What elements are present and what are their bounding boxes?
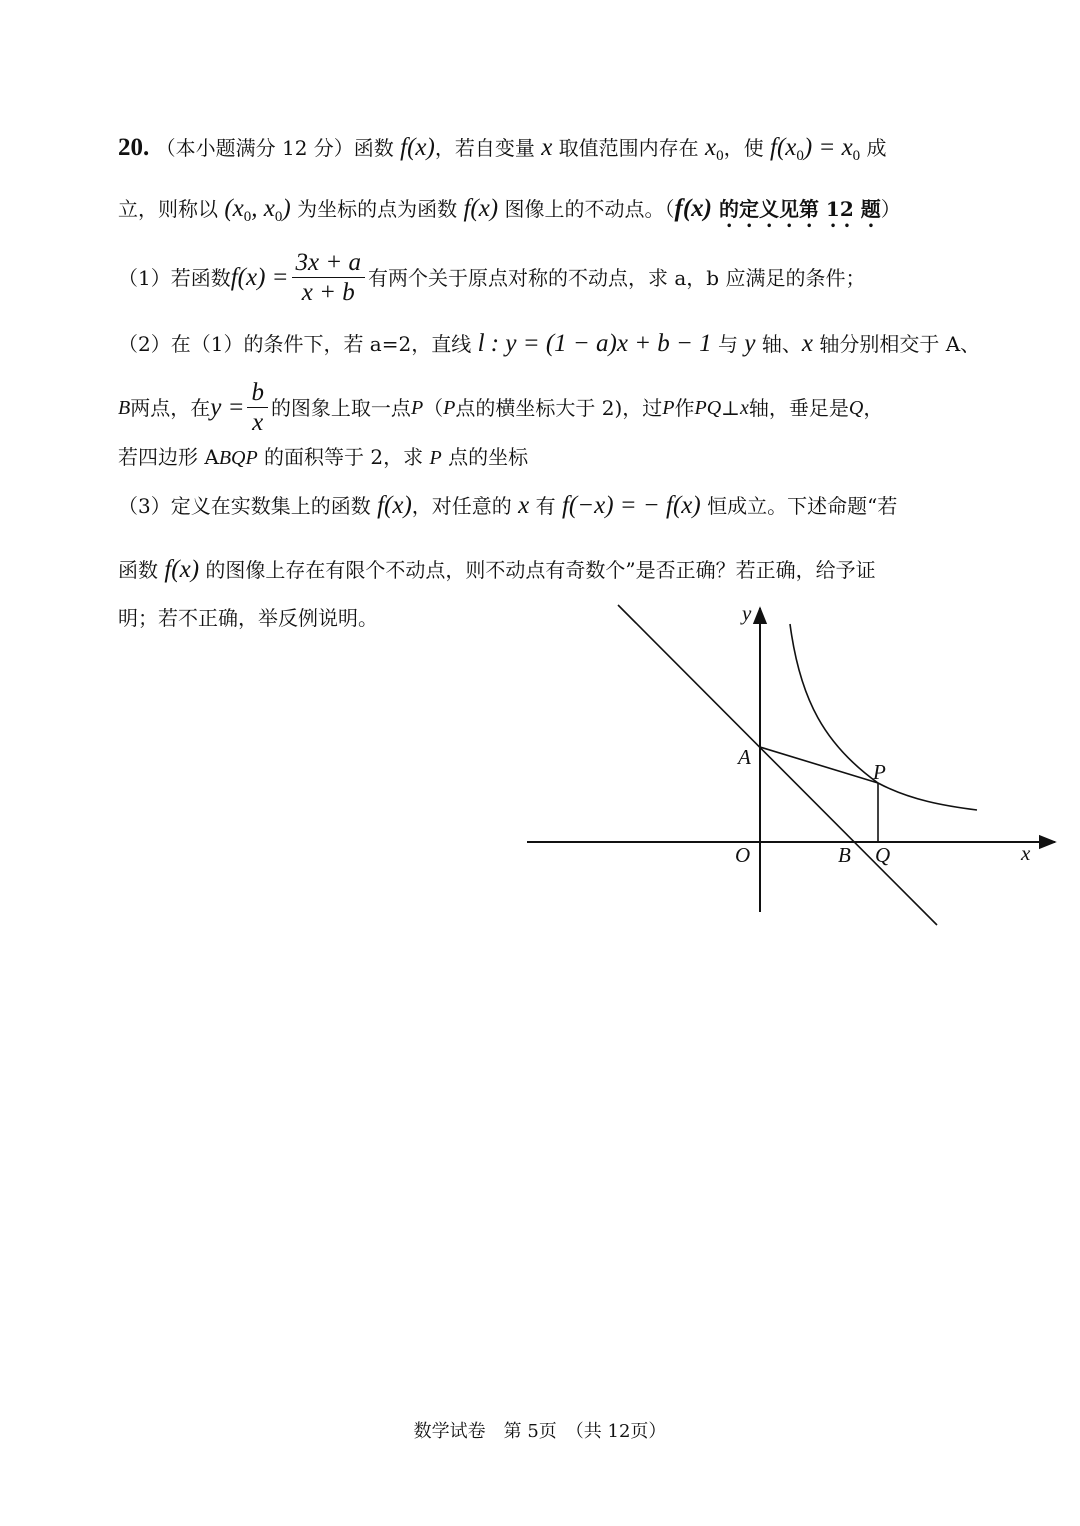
fraction-denominator: x [252,409,264,436]
math-fx: f(x) [377,492,412,519]
math-fx-lhs: f(x) = [230,264,289,291]
label-P: P [873,760,886,784]
math-Q: Q [848,396,864,419]
math-point: ($x_0$, $x_0$) [224,195,291,225]
text: ⊥ [721,395,740,420]
math-P: P [443,396,456,419]
fraction-denominator: x + b [301,279,355,306]
math-fx: f(x) [164,556,200,583]
text: 图像上的不动点。（ [498,197,675,221]
text: 有 [529,494,562,518]
text: 取值范围内存在 [552,136,706,160]
text: 的图象上取一点 [270,395,411,420]
math-P: P [410,396,424,419]
label-Q: Q [875,843,891,867]
text: 明；若不正确，举反例说明。 [118,606,378,630]
text: ，若自变量 [434,136,542,160]
math-l: l [477,330,485,357]
math-x: x [739,396,749,419]
text: 轴、 [755,332,802,356]
math-x0: $x_0$ [705,134,724,164]
math-fx: f(x) [463,195,499,222]
text: 与 [711,332,745,356]
text: ） [880,197,901,221]
math-y-eq: y = [210,394,245,421]
text: 立，则称以 [118,197,225,221]
line-l [618,605,937,925]
text: 恒成立。下述命题“若 [700,494,898,518]
text: 两点，在 [130,395,211,420]
math-P: P [662,396,675,419]
math-fixed-point-equation: $f(x_0) = x_0$ [770,134,861,164]
text: （本小题满分 12 分）函数 [155,136,401,160]
text: ，使 [723,136,770,160]
text: 点的横坐标大于 2)，过 [455,395,663,420]
math-fx: f(x) [400,134,435,161]
math-fx: f(x) [674,195,712,222]
math-x: x [801,330,813,357]
text: 作 [674,395,695,420]
label-B: B [838,843,851,867]
text: ，对任意的 [411,494,519,518]
text: 轴，垂足是 [748,395,849,420]
text: 的图像上存在有限个不动点，则不动点有奇数个”是否正确？若正确，给予证 [199,558,876,582]
math-odd-function-equation: f(−x) = − f(x) [561,492,701,519]
text: 的面积等于 2，求 [257,445,430,469]
question-number: 20. [118,134,150,161]
math-x: x [518,492,530,519]
fraction-numerator: b [247,380,268,408]
text: 轴分别相交于 A、 [812,332,981,356]
fraction-numerator: 3x + a [292,250,365,278]
text: （1）若函数 [118,265,231,290]
label-O: O [735,843,751,867]
text: （ [423,395,444,420]
text: 成 [860,136,887,160]
math-line-equation: : y = (1 − a)x + b − 1 [484,330,712,357]
math-P: P [429,447,442,469]
x-axis-label: x [1021,841,1031,865]
label-A: A [738,745,751,769]
math-BQP: BQP [218,447,258,469]
text: 有两个关于原点对称的不动点，求 a，b 应满足的条件； [368,265,866,290]
page-footer: 数学试卷 第 5页 （共 12页） [413,1421,667,1442]
math-PQ: PQ [694,396,722,419]
math-y: y [744,330,756,357]
text: 函数 [118,558,165,582]
text: ， [863,395,884,420]
text: 点的坐标 [441,445,529,469]
text: 若四边形 A [118,445,219,469]
math-x: x [541,134,553,161]
math-B: B [118,396,131,419]
y-axis-label: y [742,601,752,625]
emphasis-text: 的定义见第 12 题 [711,197,881,221]
text: （2）在（1）的条件下，若 a=2，直线 [118,332,478,356]
text: （3）定义在实数集上的函数 [118,494,378,518]
text: 为坐标的点为函数 [290,197,464,221]
